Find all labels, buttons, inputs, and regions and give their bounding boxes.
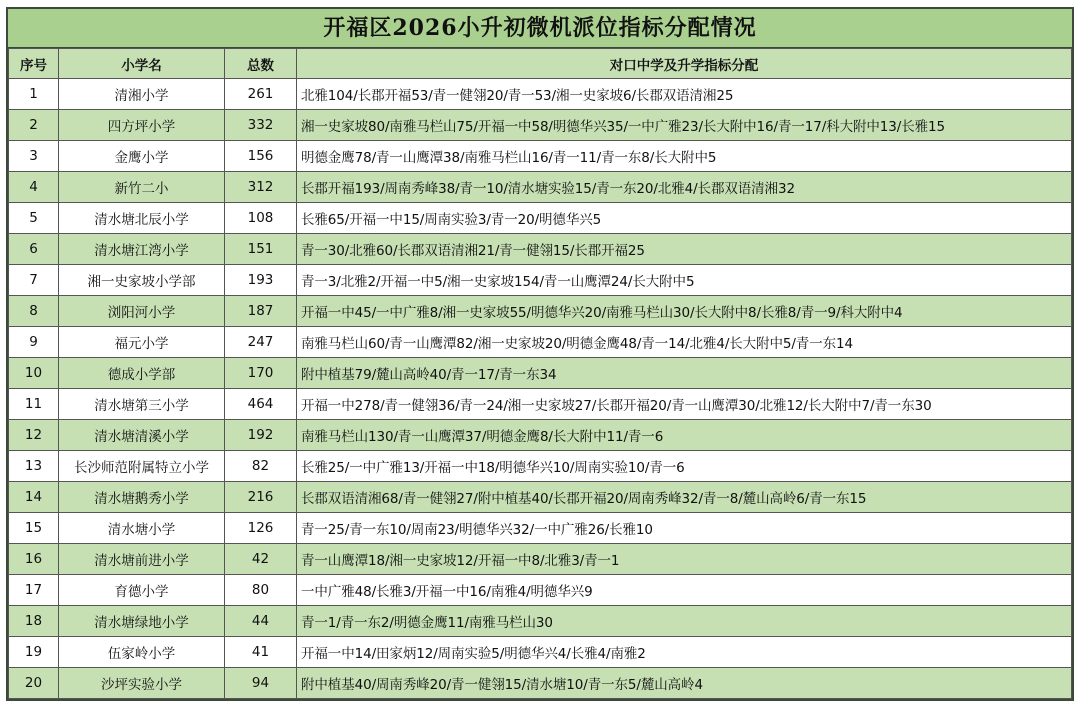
cell-distribution: 附中植基40/周南秀峰20/青一健翎15/清水塘10/青一东5/麓山高岭4 (297, 668, 1072, 699)
cell-total: 187 (225, 296, 297, 327)
table-row (9, 234, 1072, 265)
cell-total: 464 (225, 389, 297, 420)
column-header-name: 小学名 (59, 49, 225, 79)
cell-school-name: 清水塘鹅秀小学 (59, 482, 225, 513)
column-header-distribution: 对口中学及升学指标分配 (297, 49, 1072, 79)
table-row (9, 420, 1072, 451)
table-row (9, 513, 1072, 544)
cell-school-name: 清水塘清溪小学 (59, 420, 225, 451)
cell-total: 170 (225, 358, 297, 389)
cell-total: 332 (225, 110, 297, 141)
cell-no: 5 (9, 203, 59, 234)
column-header-total: 总数 (225, 49, 297, 79)
cell-no: 4 (9, 172, 59, 203)
cell-total: 94 (225, 668, 297, 699)
cell-school-name: 育德小学 (59, 575, 225, 606)
cell-school-name: 德成小学部 (59, 358, 225, 389)
cell-distribution: 南雅马栏山60/青一山鹰潭82/湘一史家坡20/明德金鹰48/青一14/北雅4/长大附中5/青一东14 (297, 327, 1072, 358)
cell-no: 13 (9, 451, 59, 482)
cell-school-name: 浏阳河小学 (59, 296, 225, 327)
cell-total: 126 (225, 513, 297, 544)
cell-distribution: 青一山鹰潭18/湘一史家坡12/开福一中8/北雅3/青一1 (297, 544, 1072, 575)
allocation-table (8, 48, 1072, 699)
cell-total: 216 (225, 482, 297, 513)
cell-distribution: 青一30/北雅60/长郡双语清湘21/青一健翎15/长郡开福25 (297, 234, 1072, 265)
cell-total: 44 (225, 606, 297, 637)
cell-no: 19 (9, 637, 59, 668)
table-row (9, 668, 1072, 699)
table-row (9, 79, 1072, 110)
cell-school-name: 清水塘小学 (59, 513, 225, 544)
cell-total: 42 (225, 544, 297, 575)
table-row (9, 606, 1072, 637)
table-row (9, 358, 1072, 389)
cell-school-name: 清水塘绿地小学 (59, 606, 225, 637)
cell-school-name: 清水塘北辰小学 (59, 203, 225, 234)
cell-distribution: 一中广雅48/长雅3/开福一中16/南雅4/明德华兴9 (297, 575, 1072, 606)
cell-total: 312 (225, 172, 297, 203)
cell-total: 192 (225, 420, 297, 451)
table-row (9, 203, 1072, 234)
cell-school-name: 四方坪小学 (59, 110, 225, 141)
cell-total: 261 (225, 79, 297, 110)
cell-school-name: 金鹰小学 (59, 141, 225, 172)
table-row (9, 575, 1072, 606)
table-row (9, 265, 1072, 296)
cell-total: 151 (225, 234, 297, 265)
cell-school-name: 清水塘江湾小学 (59, 234, 225, 265)
table-row (9, 172, 1072, 203)
cell-distribution: 北雅104/长郡开福53/青一健翎20/青一53/湘一史家坡6/长郡双语清湘25 (297, 79, 1072, 110)
table-row (9, 296, 1072, 327)
cell-school-name: 福元小学 (59, 327, 225, 358)
cell-no: 10 (9, 358, 59, 389)
cell-school-name: 清水塘前进小学 (59, 544, 225, 575)
cell-school-name: 清湘小学 (59, 79, 225, 110)
allocation-sheet (6, 7, 1074, 701)
cell-no: 11 (9, 389, 59, 420)
table-row (9, 482, 1072, 513)
cell-distribution: 青一1/青一东2/明德金鹰11/南雅马栏山30 (297, 606, 1072, 637)
cell-distribution: 南雅马栏山130/青一山鹰潭37/明德金鹰8/长大附中11/青一6 (297, 420, 1072, 451)
cell-no: 7 (9, 265, 59, 296)
cell-total: 108 (225, 203, 297, 234)
table-body (9, 79, 1072, 699)
cell-school-name: 长沙师范附属特立小学 (59, 451, 225, 482)
cell-total: 41 (225, 637, 297, 668)
cell-total: 80 (225, 575, 297, 606)
cell-no: 12 (9, 420, 59, 451)
cell-distribution: 青一3/北雅2/开福一中5/湘一史家坡154/青一山鹰潭24/长大附中5 (297, 265, 1072, 296)
cell-school-name: 伍家岭小学 (59, 637, 225, 668)
cell-no: 18 (9, 606, 59, 637)
cell-distribution: 长郡开福193/周南秀峰38/青一10/清水塘实验15/青一东20/北雅4/长郡双语清湘32 (297, 172, 1072, 203)
cell-no: 1 (9, 79, 59, 110)
cell-total: 193 (225, 265, 297, 296)
column-header-no: 序号 (9, 49, 59, 79)
cell-distribution: 明德金鹰78/青一山鹰潭38/南雅马栏山16/青一11/青一东8/长大附中5 (297, 141, 1072, 172)
cell-distribution: 开福一中14/田家炳12/周南实验5/明德华兴4/长雅4/南雅2 (297, 637, 1072, 668)
sheet-title: 开福区2026小升初微机派位指标分配情况 (8, 9, 1072, 48)
cell-distribution: 长雅65/开福一中15/周南实验3/青一20/明德华兴5 (297, 203, 1072, 234)
cell-no: 8 (9, 296, 59, 327)
table-header-row (9, 49, 1072, 79)
cell-no: 15 (9, 513, 59, 544)
cell-total: 156 (225, 141, 297, 172)
cell-distribution: 长雅25/一中广雅13/开福一中18/明德华兴10/周南实验10/青一6 (297, 451, 1072, 482)
cell-no: 6 (9, 234, 59, 265)
cell-no: 14 (9, 482, 59, 513)
cell-distribution: 青一25/青一东10/周南23/明德华兴32/一中广雅26/长雅10 (297, 513, 1072, 544)
table-row (9, 389, 1072, 420)
cell-school-name: 新竹二小 (59, 172, 225, 203)
table-row (9, 327, 1072, 358)
cell-school-name: 沙坪实验小学 (59, 668, 225, 699)
cell-no: 2 (9, 110, 59, 141)
table-row (9, 544, 1072, 575)
cell-distribution: 长郡双语清湘68/青一健翎27/附中植基40/长郡开福20/周南秀峰32/青一8/麓山高岭6/青一东15 (297, 482, 1072, 513)
cell-no: 17 (9, 575, 59, 606)
cell-distribution: 湘一史家坡80/南雅马栏山75/开福一中58/明德华兴35/一中广雅23/长大附中16/青一17/科大附中13/长雅15 (297, 110, 1072, 141)
cell-no: 16 (9, 544, 59, 575)
cell-school-name: 湘一史家坡小学部 (59, 265, 225, 296)
cell-total: 247 (225, 327, 297, 358)
cell-distribution: 开福一中278/青一健翎36/青一24/湘一史家坡27/长郡开福20/青一山鹰潭30/北雅12/长大附中7/青一东30 (297, 389, 1072, 420)
table-row (9, 637, 1072, 668)
table-row (9, 451, 1072, 482)
table-row (9, 110, 1072, 141)
cell-no: 9 (9, 327, 59, 358)
cell-distribution: 附中植基79/麓山高岭40/青一17/青一东34 (297, 358, 1072, 389)
cell-no: 20 (9, 668, 59, 699)
table-row (9, 141, 1072, 172)
cell-school-name: 清水塘第三小学 (59, 389, 225, 420)
cell-total: 82 (225, 451, 297, 482)
cell-distribution: 开福一中45/一中广雅8/湘一史家坡55/明德华兴20/南雅马栏山30/长大附中8/长雅8/青一9/科大附中4 (297, 296, 1072, 327)
cell-no: 3 (9, 141, 59, 172)
